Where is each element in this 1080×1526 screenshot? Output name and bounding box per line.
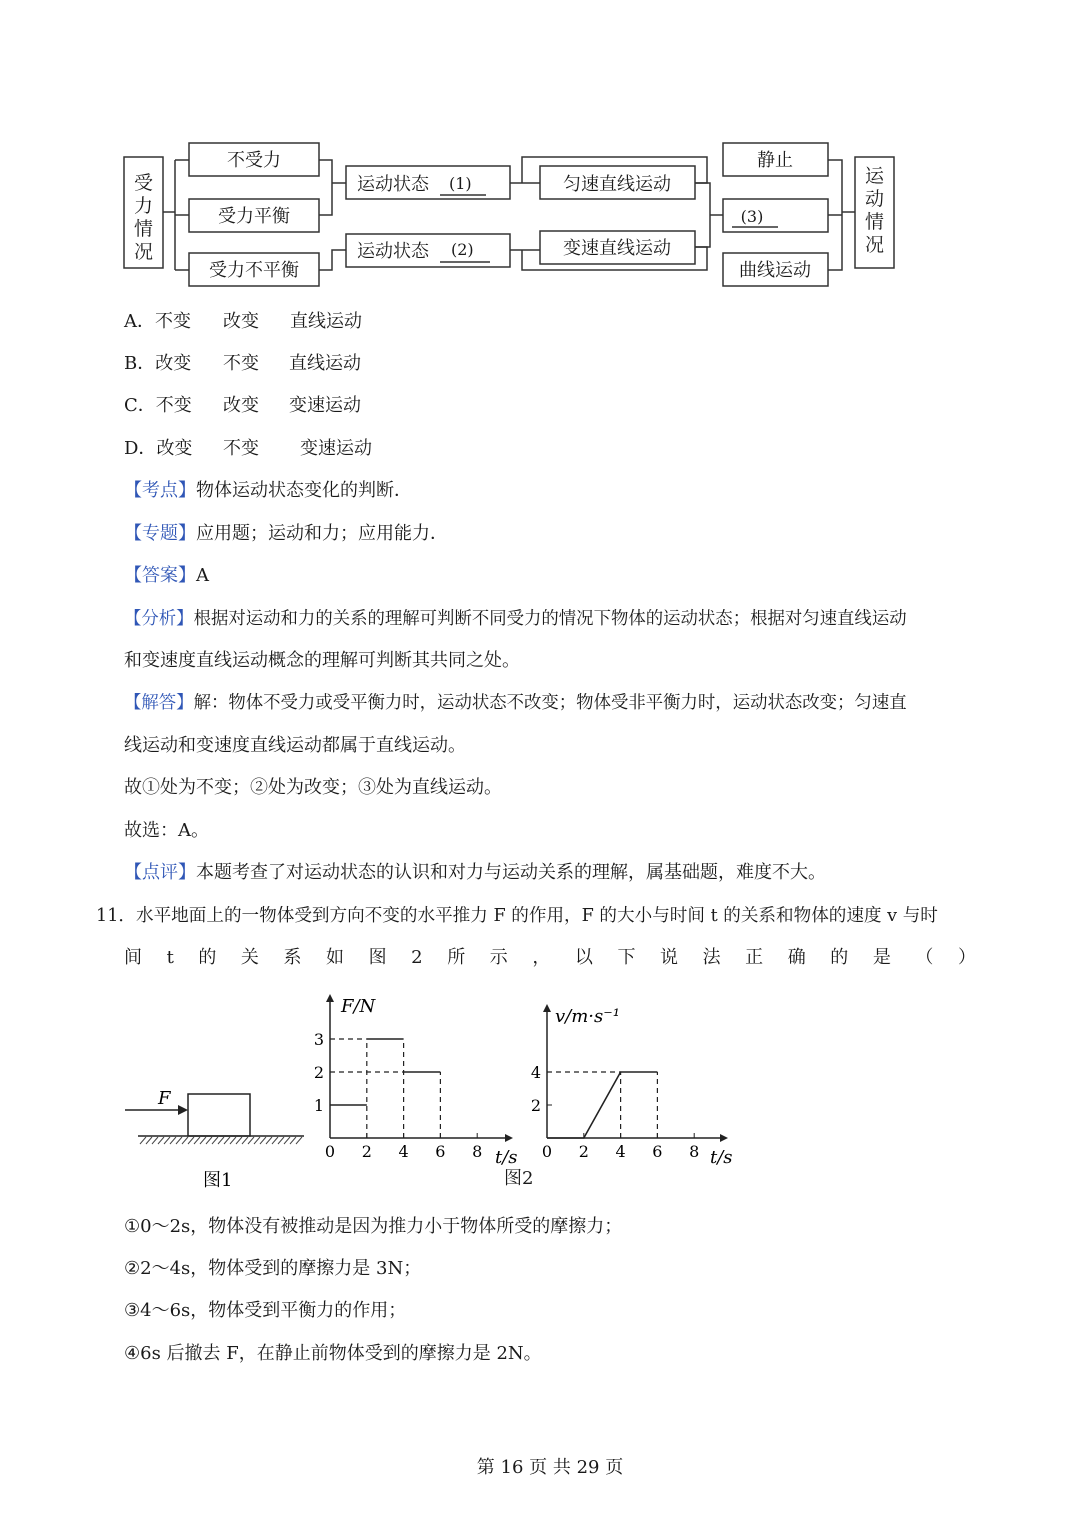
option-part: 变速运动 xyxy=(289,395,361,416)
motion-condition-label: 运 动 情 况 xyxy=(865,165,885,256)
stem-char: 如 xyxy=(326,947,345,968)
y-axis-arrow xyxy=(326,994,334,1002)
figure-1 xyxy=(120,1080,320,1200)
x-tick-label: 4 xyxy=(398,1142,409,1161)
blank-label-2: (2) xyxy=(451,240,474,259)
force-arrowhead xyxy=(178,1105,188,1115)
zhuanti-text: 应用题；运动和力；应用能力． xyxy=(196,523,448,544)
jieda-line-4: 故选：A。 xyxy=(124,820,209,841)
y-axis-label: F/N xyxy=(341,996,376,1017)
motion-box-label: 变速直线运动 xyxy=(563,238,671,259)
option-letter: A． xyxy=(124,311,155,332)
stem-char: 正 xyxy=(745,947,764,968)
option-part: 变速运动 xyxy=(300,438,372,459)
stem-char: 2 xyxy=(411,947,423,968)
block xyxy=(188,1094,250,1136)
option-part: 改变 xyxy=(156,438,193,459)
y-tick-label: 1 xyxy=(313,1096,324,1115)
stem-char: 关 xyxy=(240,947,259,968)
option-part: 不变 xyxy=(155,311,191,332)
zhuanti-line xyxy=(124,522,448,546)
q11-stem-line-2 xyxy=(124,946,976,970)
stem-char: 所 xyxy=(447,947,466,968)
x-axis-arrow xyxy=(720,1134,728,1142)
jieda-line-1 xyxy=(124,691,907,715)
statement-3: ③4～6s，物体受到平衡力的作用； xyxy=(124,1300,407,1321)
answer-line xyxy=(124,564,209,588)
stem-char: 以 xyxy=(574,947,593,968)
zhuanti-tag: 【专题】 xyxy=(124,523,196,544)
option-part: 改变 xyxy=(155,353,192,374)
y-axis-label: v/m·s⁻¹ xyxy=(555,1006,620,1027)
x-tick-label: 0 xyxy=(541,1142,553,1161)
option-b xyxy=(124,352,361,376)
stem-char: 间 xyxy=(124,947,142,968)
stem-char: 的 xyxy=(830,947,849,968)
jieda-line-2: 线运动和变速度直线运动都属于直线运动。 xyxy=(124,735,466,756)
x-tick-label: 8 xyxy=(689,1142,700,1161)
x-axis-label: t/s xyxy=(495,1147,518,1165)
stem-char: 说 xyxy=(660,947,678,968)
x-axis-arrow xyxy=(505,1134,513,1142)
force-condition-label: 受 力 情 况 xyxy=(134,172,154,263)
fenxi-line-2: 和变速度直线运动概念的理解可判断其共同之处。 xyxy=(124,650,520,671)
option-letter: C． xyxy=(124,395,156,416)
force-time-chart xyxy=(305,990,525,1165)
y-tick-label: 2 xyxy=(530,1096,541,1115)
jieda-line-3: 故①处为不变；②处为改变；③处为直线运动。 xyxy=(124,777,502,798)
option-c xyxy=(124,394,361,418)
stem-char: 确 xyxy=(787,947,806,968)
y-tick-label: 3 xyxy=(313,1030,324,1049)
option-letter: D． xyxy=(124,438,157,459)
velocity-line xyxy=(547,1072,657,1138)
x-tick-label: 8 xyxy=(472,1142,483,1161)
state-box-label: 运动状态 xyxy=(357,241,429,262)
figure-2-caption: 图2 xyxy=(504,1168,534,1189)
dianping-tag: 【点评】 xyxy=(124,862,196,883)
x-tick-label: 0 xyxy=(324,1142,336,1161)
answer-text: A xyxy=(196,565,209,586)
y-tick-label: 2 xyxy=(313,1063,324,1082)
statement-1: ①0～2s，物体没有被推动是因为推力小于物体所受的摩擦力； xyxy=(124,1216,623,1237)
kaodian-tag: 【考点】 xyxy=(124,480,196,501)
motion-box-label: 匀速直线运动 xyxy=(563,174,671,195)
stem-char: 的 xyxy=(198,947,217,968)
jieda-tag: 【解答】 xyxy=(124,693,194,713)
stem-char: 法 xyxy=(702,947,721,968)
dianping-line xyxy=(124,861,826,885)
statement-4: ④6s 后撤去 F，在静止前物体受到的摩擦力是 2N。 xyxy=(124,1343,542,1364)
ground-hatching xyxy=(140,1137,302,1144)
blank-label-1: (1) xyxy=(449,174,472,193)
jieda-text: 解：物体不受力或受平衡力时，运动状态不改变；物体受非平衡力时，运动状态改变；匀速直 xyxy=(193,693,907,713)
stem-char: 下 xyxy=(617,947,636,968)
x-tick-label: 4 xyxy=(615,1142,626,1161)
option-part: 不变 xyxy=(155,395,192,416)
dianping-text: 本题考查了对运动状态的认识和对力与运动关系的理解，属基础题，难度不大。 xyxy=(196,862,826,883)
force-label: F xyxy=(158,1088,171,1109)
x-axis-label: t/s xyxy=(710,1147,733,1165)
page-footer: 第 16 页 共 29 页 xyxy=(476,1457,624,1478)
option-part: 改变 xyxy=(223,311,259,332)
stem-char: 系 xyxy=(283,947,302,968)
fenxi-text: 根据对运动和力的关系的理解可判断不同受力的情况下物体的运动状态；根据对匀速直线运动 xyxy=(193,609,907,629)
answer-tag: 【答案】 xyxy=(124,565,196,586)
fenxi-tag: 【分析】 xyxy=(124,609,194,629)
y-axis-arrow xyxy=(543,1004,551,1012)
option-letter: B． xyxy=(124,353,156,374)
force-box-label: 不受力 xyxy=(227,150,281,171)
velocity-time-chart xyxy=(525,990,740,1165)
x-tick-label: 2 xyxy=(578,1142,589,1161)
x-tick-label: 6 xyxy=(652,1142,663,1161)
x-tick-label: 6 xyxy=(435,1142,446,1161)
figure-1-caption: 图1 xyxy=(203,1170,233,1191)
stem-char: 图 xyxy=(368,947,387,968)
stem-char: 是 xyxy=(872,947,891,968)
state-box-label: 运动状态 xyxy=(357,174,429,195)
option-part: 不变 xyxy=(223,353,259,374)
result-box-label: 曲线运动 xyxy=(739,260,811,281)
kaodian-line xyxy=(124,479,412,503)
stem-char: （ xyxy=(915,947,934,968)
statement-2: ②2～4s，物体受到的摩擦力是 3N； xyxy=(124,1258,422,1279)
result-box-label: 静止 xyxy=(757,150,793,171)
force-motion-diagram xyxy=(0,0,1080,300)
stem-char: ） xyxy=(957,947,976,968)
force-box-label: 受力不平衡 xyxy=(209,260,299,281)
q11-stem-line-1: 11．水平地面上的一物体受到方向不变的水平推力 F 的作用，F 的大小与时间 t 的关系和物体的速度 v 与时 xyxy=(96,906,938,926)
option-part: 直线运动 xyxy=(290,311,362,332)
force-box-label: 受力平衡 xyxy=(218,206,290,227)
kaodian-text: 物体运动状态变化的判断． xyxy=(196,480,412,501)
y-tick-label: 4 xyxy=(530,1063,541,1082)
option-part: 改变 xyxy=(223,395,259,416)
stem-char: ， xyxy=(532,947,551,968)
fenxi-line-1 xyxy=(124,607,907,631)
option-a xyxy=(124,310,362,334)
option-d xyxy=(124,437,372,461)
x-tick-label: 2 xyxy=(361,1142,372,1161)
stem-char: 示 xyxy=(489,947,508,968)
option-part: 直线运动 xyxy=(289,353,361,374)
blank-label-3: (3) xyxy=(740,207,764,226)
stem-char: t xyxy=(166,947,174,968)
option-part: 不变 xyxy=(223,438,259,459)
